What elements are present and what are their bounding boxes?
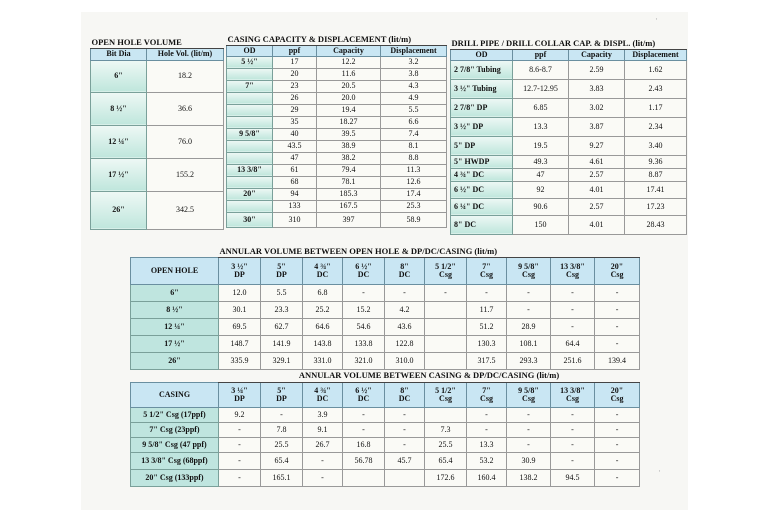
column-header: OD [227,45,273,56]
table-cell: 43.5 [273,140,317,152]
table-cell: 69.5 [219,318,261,335]
table-cell: 122.8 [385,335,425,352]
table-cell [425,407,467,422]
table-cell: 148.7 [219,335,261,352]
casing-capacity-table [226,34,447,228]
table-cell: 78.1 [317,176,381,188]
column-type: Csg [522,269,535,279]
table-cell: 65.4 [261,452,303,469]
row-label: 6" [131,284,219,301]
table-cell: 2.59 [569,60,625,79]
table-cell: 11.6 [317,68,381,80]
column-header [467,382,507,407]
table-cell: 12.6 [381,176,447,188]
table-cell: 25.2 [303,301,343,318]
table-cell: - [343,284,385,301]
column-size: 5 1/2" [435,385,456,395]
table-cell: 3.83 [569,79,625,98]
table-cell: - [219,437,261,452]
column-size: 6 ½" [355,261,372,271]
column-header [425,257,467,284]
table-cell: 7.3 [425,422,467,437]
hole-volume: 155.2 [147,158,224,191]
row-label: 20" Csg (133ppf) [131,469,219,486]
table-cell: - [551,452,595,469]
column-header [551,257,595,284]
table-cell: 8.87 [625,168,687,181]
table-cell: 3.40 [625,136,687,155]
hole-volume: 18.2 [147,60,224,92]
table-cell: - [343,422,385,437]
speck-mark: · [655,14,658,24]
table-cell: - [467,422,507,437]
column-header [385,382,425,407]
table-cell: - [551,318,595,335]
column-header [219,382,261,407]
table-cell: 65.4 [425,452,467,469]
column-header: Displacement [625,49,687,60]
column-type: DP [234,393,245,403]
table-cell: 28.9 [507,318,551,335]
table-cell: - [303,469,343,486]
row-header-corner: OPEN HOLE [131,257,219,284]
casing-od [227,176,273,188]
table-cell: - [303,452,343,469]
table-cell: 16.8 [343,437,385,452]
table-cell: - [343,407,385,422]
pipe-type: 3 ½" DP [451,117,513,136]
column-header [303,382,343,407]
table-cell: 30.1 [219,301,261,318]
open-hole-volume-table [90,36,224,230]
column-size: 13 3/8" [560,385,585,395]
column-header [261,382,303,407]
table-cell: 20.5 [317,80,381,92]
table-cell: 11.3 [381,164,447,176]
column-size: 9 5/8" [518,385,539,395]
table-cell: 2.34 [625,117,687,136]
table-cell: 143.8 [303,335,343,352]
column-header [261,257,303,284]
table-cell: 185.3 [317,188,381,200]
table-cell: 1.62 [625,60,687,79]
table-cell: - [595,335,640,352]
table-title: CASING CAPACITY & DISPLACEMENT (lit/m) [227,34,447,45]
table-cell: 38.9 [317,140,381,152]
table-cell: 160.4 [467,469,507,486]
row-label: 13 3/8" Csg (68ppf) [131,452,219,469]
table-cell: 25.3 [381,200,447,212]
table-cell: 39.5 [317,128,381,140]
table-cell: - [467,284,507,301]
table-cell: 150 [513,215,569,234]
column-size: 8" [400,385,409,395]
table-cell: - [595,407,640,422]
table-cell: 4.01 [569,181,625,198]
table-cell: 108.1 [507,335,551,352]
table-cell: 4.2 [385,301,425,318]
table-cell: 335.9 [219,352,261,369]
table-cell: 310.0 [385,352,425,369]
table-cell: 17.23 [625,198,687,215]
table-cell: 68 [273,176,317,188]
casing-od: 20" [227,188,273,200]
table-cell: 61 [273,164,317,176]
pipe-type: 2 7/8" DP [451,98,513,117]
column-type: Csg [439,393,452,403]
table-cell: 17.4 [381,188,447,200]
table-cell [425,318,467,335]
column-header [385,257,425,284]
casing-od: 13 3/8" [227,164,273,176]
table-cell: 9.1 [303,422,343,437]
table-cell: 53.2 [467,452,507,469]
table-cell: 20.0 [317,92,381,104]
casing-od: 9 5/8" [227,128,273,140]
table-cell: 9.2 [219,407,261,422]
table-cell: 6.6 [381,116,447,128]
column-header: Bit Dia [91,48,147,60]
table-cell: 3.2 [381,56,447,68]
table-cell: - [595,284,640,301]
column-type: DP [276,393,287,403]
table-cell: 13.3 [513,117,569,136]
table-cell: 3.9 [303,407,343,422]
table-cell [425,352,467,369]
table-cell: - [467,407,507,422]
column-header [425,382,467,407]
table-cell: - [219,469,261,486]
table-cell: - [507,284,551,301]
row-label: 26" [131,352,219,369]
column-type: Csg [522,393,535,403]
table-cell: 90.6 [513,198,569,215]
table-cell: 12.7-12.95 [513,79,569,98]
table-cell: 25.5 [425,437,467,452]
column-size: 4 ¾" [314,385,331,395]
column-size: 13 3/8" [560,261,585,271]
table-cell: - [385,284,425,301]
table-cell: - [385,422,425,437]
column-type: DC [398,269,411,279]
hole-volume: 342.5 [147,191,224,229]
column-header [303,257,343,284]
column-header: Hole Vol. (lit/m) [147,48,224,60]
row-label: 12 ¼" [131,318,219,335]
casing-od [227,200,273,212]
table-cell: 317.5 [467,352,507,369]
table-cell: 47 [513,168,569,181]
table-cell: 8.6-8.7 [513,60,569,79]
table-cell [385,469,425,486]
column-size: 7" [482,261,491,271]
pipe-type: 6 ½" DC [451,181,513,198]
table-cell: - [595,318,640,335]
row-label: 7" Csg (23ppf) [131,422,219,437]
column-header [551,382,595,407]
casing-od: 30" [227,212,273,227]
column-type: DC [357,269,370,279]
column-type: Csg [480,269,493,279]
table-cell: - [507,422,551,437]
table-cell [425,301,467,318]
pipe-type: 4 ¾" DC [451,168,513,181]
column-type: Csg [566,393,579,403]
column-type: Csg [439,269,452,279]
table-cell: 321.0 [343,352,385,369]
row-header-corner: CASING [131,382,219,407]
table-cell: 23 [273,80,317,92]
table-cell: 49.3 [513,155,569,168]
table-cell: 54.6 [343,318,385,335]
table-cell: - [551,284,595,301]
table-cell: 167.5 [317,200,381,212]
column-type: Csg [610,269,624,279]
table-title: ANNULAR VOLUME BETWEEN CASING & DP/DC/CASING (lit/m) [219,369,640,382]
table-cell: - [595,452,640,469]
table-cell: 62.7 [261,318,303,335]
table-cell [343,469,385,486]
table-cell: 92 [513,181,569,198]
table-cell: 26 [273,92,317,104]
table-cell: 4.61 [569,155,625,168]
column-size: 3 ½" [231,261,248,271]
table-cell: 4.01 [569,215,625,234]
column-header [343,382,385,407]
table-cell: 329.1 [261,352,303,369]
column-size: 9 5/8" [518,261,539,271]
column-header [595,382,640,407]
table-cell: 58.9 [381,212,447,227]
column-header [343,257,385,284]
column-header: Capacity [317,45,381,56]
table-cell: 2.57 [569,168,625,181]
bit-diameter: 12 ¼" [91,125,147,158]
table-cell: 141.9 [261,335,303,352]
table-cell: - [219,452,261,469]
table-cell: 12.2 [317,56,381,68]
column-header: ppf [273,45,317,56]
column-size: 4 ¾" [314,261,331,271]
table-cell: 3.8 [381,68,447,80]
table-cell: 13.3 [467,437,507,452]
column-header: OD [451,49,513,60]
bit-diameter: 26" [91,191,147,229]
table-cell: - [425,284,467,301]
table-cell: 2.43 [625,79,687,98]
column-type: DC [357,393,370,403]
table-cell: - [551,407,595,422]
table-cell: 139.4 [595,352,640,369]
casing-od [227,68,273,80]
casing-od [227,116,273,128]
table-cell: - [595,422,640,437]
table-cell: 8.1 [381,140,447,152]
table-cell: - [551,301,595,318]
table-cell: 64.6 [303,318,343,335]
column-type: Csg [480,393,493,403]
table-cell: - [595,437,640,452]
table-cell: 293.3 [507,352,551,369]
table-cell: 35 [273,116,317,128]
table-cell: 5.5 [381,104,447,116]
table-cell: 2.57 [569,198,625,215]
table-cell: 18.27 [317,116,381,128]
table-cell: 9.36 [625,155,687,168]
pipe-type: 5" HWDP [451,155,513,168]
column-header: Displacement [381,45,447,56]
table-cell: 251.6 [551,352,595,369]
table-cell: 8.8 [381,152,447,164]
table-cell: 7.8 [261,422,303,437]
column-header: ppf [513,49,569,60]
row-label: 9 5/8" Csg (47 ppf) [131,437,219,452]
annular-volume-table [130,245,640,487]
table-cell: - [551,422,595,437]
bit-diameter: 6" [91,60,147,92]
table-cell: 64.4 [551,335,595,352]
table-cell: 4.3 [381,80,447,92]
column-size: 3 ¼" [231,385,248,395]
table-cell: 25.5 [261,437,303,452]
casing-od: 7" [227,80,273,92]
table-cell: 3.87 [569,117,625,136]
column-type: DC [316,269,329,279]
table-cell [425,335,467,352]
table-cell: - [385,407,425,422]
casing-od [227,140,273,152]
table-cell: 79.4 [317,164,381,176]
column-size: 20" [610,385,624,395]
column-size: 5" [277,385,286,395]
table-cell: 133.8 [343,335,385,352]
column-header [219,257,261,284]
pipe-type: 8" DC [451,215,513,234]
column-type: DP [234,269,245,279]
table-cell: 38.2 [317,152,381,164]
table-title: DRILL PIPE / DRILL COLLAR CAP. & DISPL. (lit/m) [451,38,687,49]
column-type: Csg [566,269,579,279]
column-size: 8" [400,261,409,271]
column-size: 6 ½" [355,385,372,395]
table-cell: - [595,469,640,486]
table-cell: 23.3 [261,301,303,318]
table-cell: 130.3 [467,335,507,352]
table-cell: 20 [273,68,317,80]
table-cell: - [385,437,425,452]
casing-od: 5 ½" [227,56,273,68]
table-cell: - [551,437,595,452]
table-cell: 17.41 [625,181,687,198]
drill-pipe-table [450,38,687,235]
table-cell: 9.27 [569,136,625,155]
table-cell: 29 [273,104,317,116]
table-cell: 19.5 [513,136,569,155]
column-type: DC [316,393,329,403]
table-cell: 4.9 [381,92,447,104]
pipe-type: 6 ¼" DC [451,198,513,215]
column-header [595,257,640,284]
pipe-type: 5" DP [451,136,513,155]
column-header [467,257,507,284]
column-header [507,257,551,284]
table-cell: 30.9 [507,452,551,469]
table-cell: 5.5 [261,284,303,301]
table-cell: 51.2 [467,318,507,335]
table-cell: - [507,437,551,452]
table-cell: 138.2 [507,469,551,486]
speck-mark: · [658,466,661,476]
table-title: OPEN HOLE VOLUME [91,36,224,48]
casing-od [227,152,273,164]
column-type: DP [276,269,287,279]
bit-diameter: 8 ½" [91,92,147,125]
table-cell: 172.6 [425,469,467,486]
column-size: 7" [482,385,491,395]
table-cell: 331.0 [303,352,343,369]
table-cell: 19.4 [317,104,381,116]
table-cell: 94 [273,188,317,200]
table-cell: 15.2 [343,301,385,318]
table-cell: 26.7 [303,437,343,452]
table-cell: 43.6 [385,318,425,335]
table-cell: 12.0 [219,284,261,301]
table-cell: 28.43 [625,215,687,234]
table-cell: 397 [317,212,381,227]
row-label: 17 ½" [131,335,219,352]
table-cell: 7.4 [381,128,447,140]
table-cell: - [219,422,261,437]
column-header: Capacity [569,49,625,60]
table-cell: 45.7 [385,452,425,469]
table-cell: 1.17 [625,98,687,117]
table-cell: 47 [273,152,317,164]
table-cell: - [507,301,551,318]
casing-od [227,104,273,116]
table-cell: - [507,407,551,422]
table-cell: 17 [273,56,317,68]
table-cell: 6.85 [513,98,569,117]
table-cell: 11.7 [467,301,507,318]
bit-diameter: 17 ½" [91,158,147,191]
table-cell: 310 [273,212,317,227]
column-size: 5" [277,261,286,271]
table-cell: 40 [273,128,317,140]
column-header [507,382,551,407]
table-cell: - [595,301,640,318]
table-cell: 165.1 [261,469,303,486]
table-title: ANNULAR VOLUME BETWEEN OPEN HOLE & DP/DC/CASING (lit/m) [219,245,640,257]
column-size: 20" [610,261,624,271]
pipe-type: 2 7/8" Tubing [451,60,513,79]
column-type: DC [398,393,411,403]
table-cell: 56.78 [343,452,385,469]
column-size: 5 1/2" [435,261,456,271]
pipe-type: 3 ½" Tubing [451,79,513,98]
hole-volume: 36.6 [147,92,224,125]
table-cell: 3.02 [569,98,625,117]
table-cell: - [261,407,303,422]
hole-volume: 76.0 [147,125,224,158]
table-cell: 94.5 [551,469,595,486]
casing-od [227,92,273,104]
table-cell: 133 [273,200,317,212]
table-cell: 6.8 [303,284,343,301]
row-label: 8 ½" [131,301,219,318]
column-type: Csg [610,393,624,403]
row-label: 5 1/2" Csg (17ppf) [131,407,219,422]
